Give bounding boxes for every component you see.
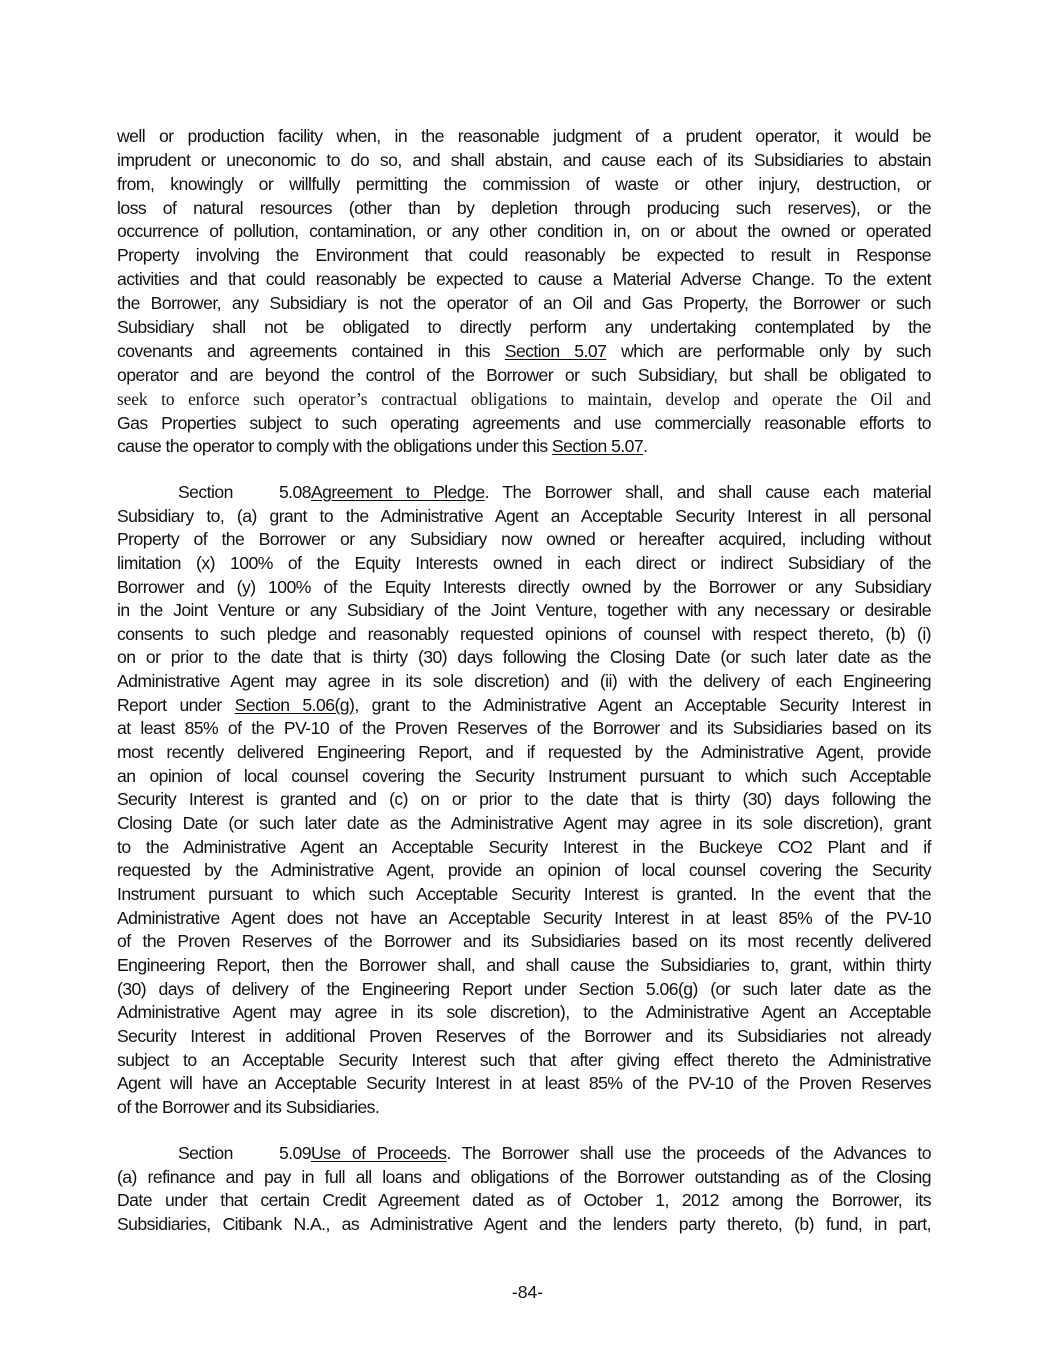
text-line: imprudent or uneconomic to do so, and shall abstain, and cause each of its Subsidiaries to abstain xyxy=(117,150,931,170)
text-line: Security Interest is granted and (c) on or prior to the date that is thirty (30) days following the xyxy=(117,789,931,809)
page-number: -84- xyxy=(511,1282,544,1302)
text-fragment: cause the operator to comply with the obligations under this xyxy=(117,436,552,456)
text-line: Security Interest in additional Proven Reserves of the Borrower and its Subsidiaries not already xyxy=(117,1026,931,1046)
text-line: Gas Properties subject to such operating agreements and use commercially reasonable efforts to xyxy=(117,413,931,433)
text-line: Subsidiary shall not be obligated to directly perform any undertaking contemplated by the xyxy=(117,317,931,337)
text-line: Administrative Agent may agree in its sole discretion) and (ii) with the delivery of each Engineering xyxy=(117,671,931,691)
text-line: Administrative Agent does not have an Acceptable Security Interest in at least 85% of the PV-10 xyxy=(117,908,931,928)
section-5-07-reference-link[interactable]: Section 5.07 xyxy=(504,341,607,361)
text-line: Engineering Report, then the Borrower shall, and shall cause the Subsidiaries to, grant, within thirty xyxy=(117,955,931,975)
text-line: Date under that certain Credit Agreement dated as of October 1, 2012 among the Borrower, its xyxy=(117,1190,931,1210)
text-line xyxy=(117,693,931,717)
text-line: Closing Date (or such later date as the Administrative Agent may agree in its sole discretion), grant xyxy=(117,813,931,833)
section-heading: Agreement to Pledge xyxy=(311,482,485,502)
text-line: requested by the Administrative Agent, provide an opinion of local counsel covering the Security xyxy=(117,860,931,880)
text-line xyxy=(117,434,931,458)
text-fragment: , grant to the Administrative Agent an Acceptable Security Interest in xyxy=(354,695,932,715)
text-line: occurrence of pollution, contamination, or any other condition in, on or about the owned or operated xyxy=(117,221,931,241)
text-line: Borrower and (y) 100% of the Equity Interests directly owned by the Borrower or any Subsidiary xyxy=(117,577,931,597)
text-line: at least 85% of the PV-10 of the Proven Reserves of the Borrower and its Subsidiaries based on its xyxy=(117,718,931,738)
text-line: loss of natural resources (other than by depletion through producing such reserves), or the xyxy=(117,198,931,218)
section-heading-line xyxy=(117,1141,931,1165)
text-fragment: Report under xyxy=(117,695,235,715)
text-line: of the Borrower and its Subsidiaries. xyxy=(117,1097,380,1117)
text-fragment: which are performable only by such xyxy=(606,341,931,361)
section-heading: Use of Proceeds xyxy=(311,1143,447,1163)
text-fragment: . The Borrower shall use the proceeds of the Advances to xyxy=(446,1143,931,1163)
text-line: operator and are beyond the control of the Borrower or such Subsidiary, but shall be obligated to xyxy=(117,365,931,385)
text-line: Instrument pursuant to which such Acceptable Security Interest is granted. In the event that the xyxy=(117,884,931,904)
text-fragment: . xyxy=(643,436,648,456)
text-fragment: . The Borrower shall, and shall cause each material xyxy=(484,482,931,502)
text-line: subject to an Acceptable Security Interest such that after giving effect thereto the Administrative xyxy=(117,1050,931,1070)
section-number: Section 5.09 xyxy=(178,1143,311,1163)
text-line: (30) days of delivery of the Engineering Report under Section 5.06(g) (or such later date as the xyxy=(117,979,931,999)
text-line: consents to such pledge and reasonably requested opinions of counsel with respect thereto, (b) (i) xyxy=(117,624,931,644)
text-line: Property of the Borrower or any Subsidiary now owned or hereafter acquired, including without xyxy=(117,529,931,549)
text-line: Agent will have an Acceptable Security Interest in at least 85% of the PV-10 of the Proven Reserves xyxy=(117,1073,931,1093)
text-line xyxy=(117,339,931,363)
text-line: most recently delivered Engineering Report, and if requested by the Administrative Agent, provide xyxy=(117,742,931,762)
text-fragment: covenants and agreements contained in this xyxy=(117,341,505,361)
text-line: of the Proven Reserves of the Borrower and its Subsidiaries based on its most recently delivered xyxy=(117,931,931,951)
text-line: Administrative Agent may agree in its sole discretion), to the Administrative Agent an Acceptable xyxy=(117,1002,931,1022)
section-5-06g-reference-link[interactable]: Section 5.06(g) xyxy=(234,695,355,715)
text-line: on or prior to the date that is thirty (30) days following the Closing Date (or such later date as the xyxy=(117,647,931,667)
section-number: Section 5.08 xyxy=(178,482,311,502)
text-line: from, knowingly or willfully permitting the commission of waste or other injury, destruction, or xyxy=(117,174,931,194)
text-line: in the Joint Venture or any Subsidiary of the Joint Venture, together with any necessary or desirable xyxy=(117,600,931,620)
text-line: Subsidiaries, Citibank N.A., as Administrative Agent and the lenders party thereto, (b) fund, in part, xyxy=(117,1214,931,1234)
text-line: seek to enforce such operator’s contractual obligations to maintain, develop and operate the Oil and xyxy=(117,389,931,409)
text-line: an opinion of local counsel covering the Security Instrument pursuant to which such Acceptable xyxy=(117,766,931,786)
text-line: (a) refinance and pay in full all loans and obligations of the Borrower outstanding as of the Closing xyxy=(117,1167,931,1187)
text-line: limitation (x) 100% of the Equity Interests owned in each direct or indirect Subsidiary of the xyxy=(117,553,931,573)
section-5-07-reference-link[interactable]: Section 5.07 xyxy=(551,436,644,456)
text-line: Property involving the Environment that could reasonably be expected to result in Response xyxy=(117,245,931,265)
text-line: the Borrower, any Subsidiary is not the operator of an Oil and Gas Property, the Borrower or such xyxy=(117,293,931,313)
text-line: to the Administrative Agent an Acceptable Security Interest in the Buckeye CO2 Plant and if xyxy=(117,837,931,857)
text-line: activities and that could reasonably be expected to cause a Material Adverse Change. To the extent xyxy=(117,269,931,289)
text-line: Subsidiary to, (a) grant to the Administrative Agent an Acceptable Security Interest in all personal xyxy=(117,506,931,526)
section-heading-line xyxy=(117,480,931,504)
text-line: well or production facility when, in the reasonable judgment of a prudent operator, it would be xyxy=(117,126,931,146)
